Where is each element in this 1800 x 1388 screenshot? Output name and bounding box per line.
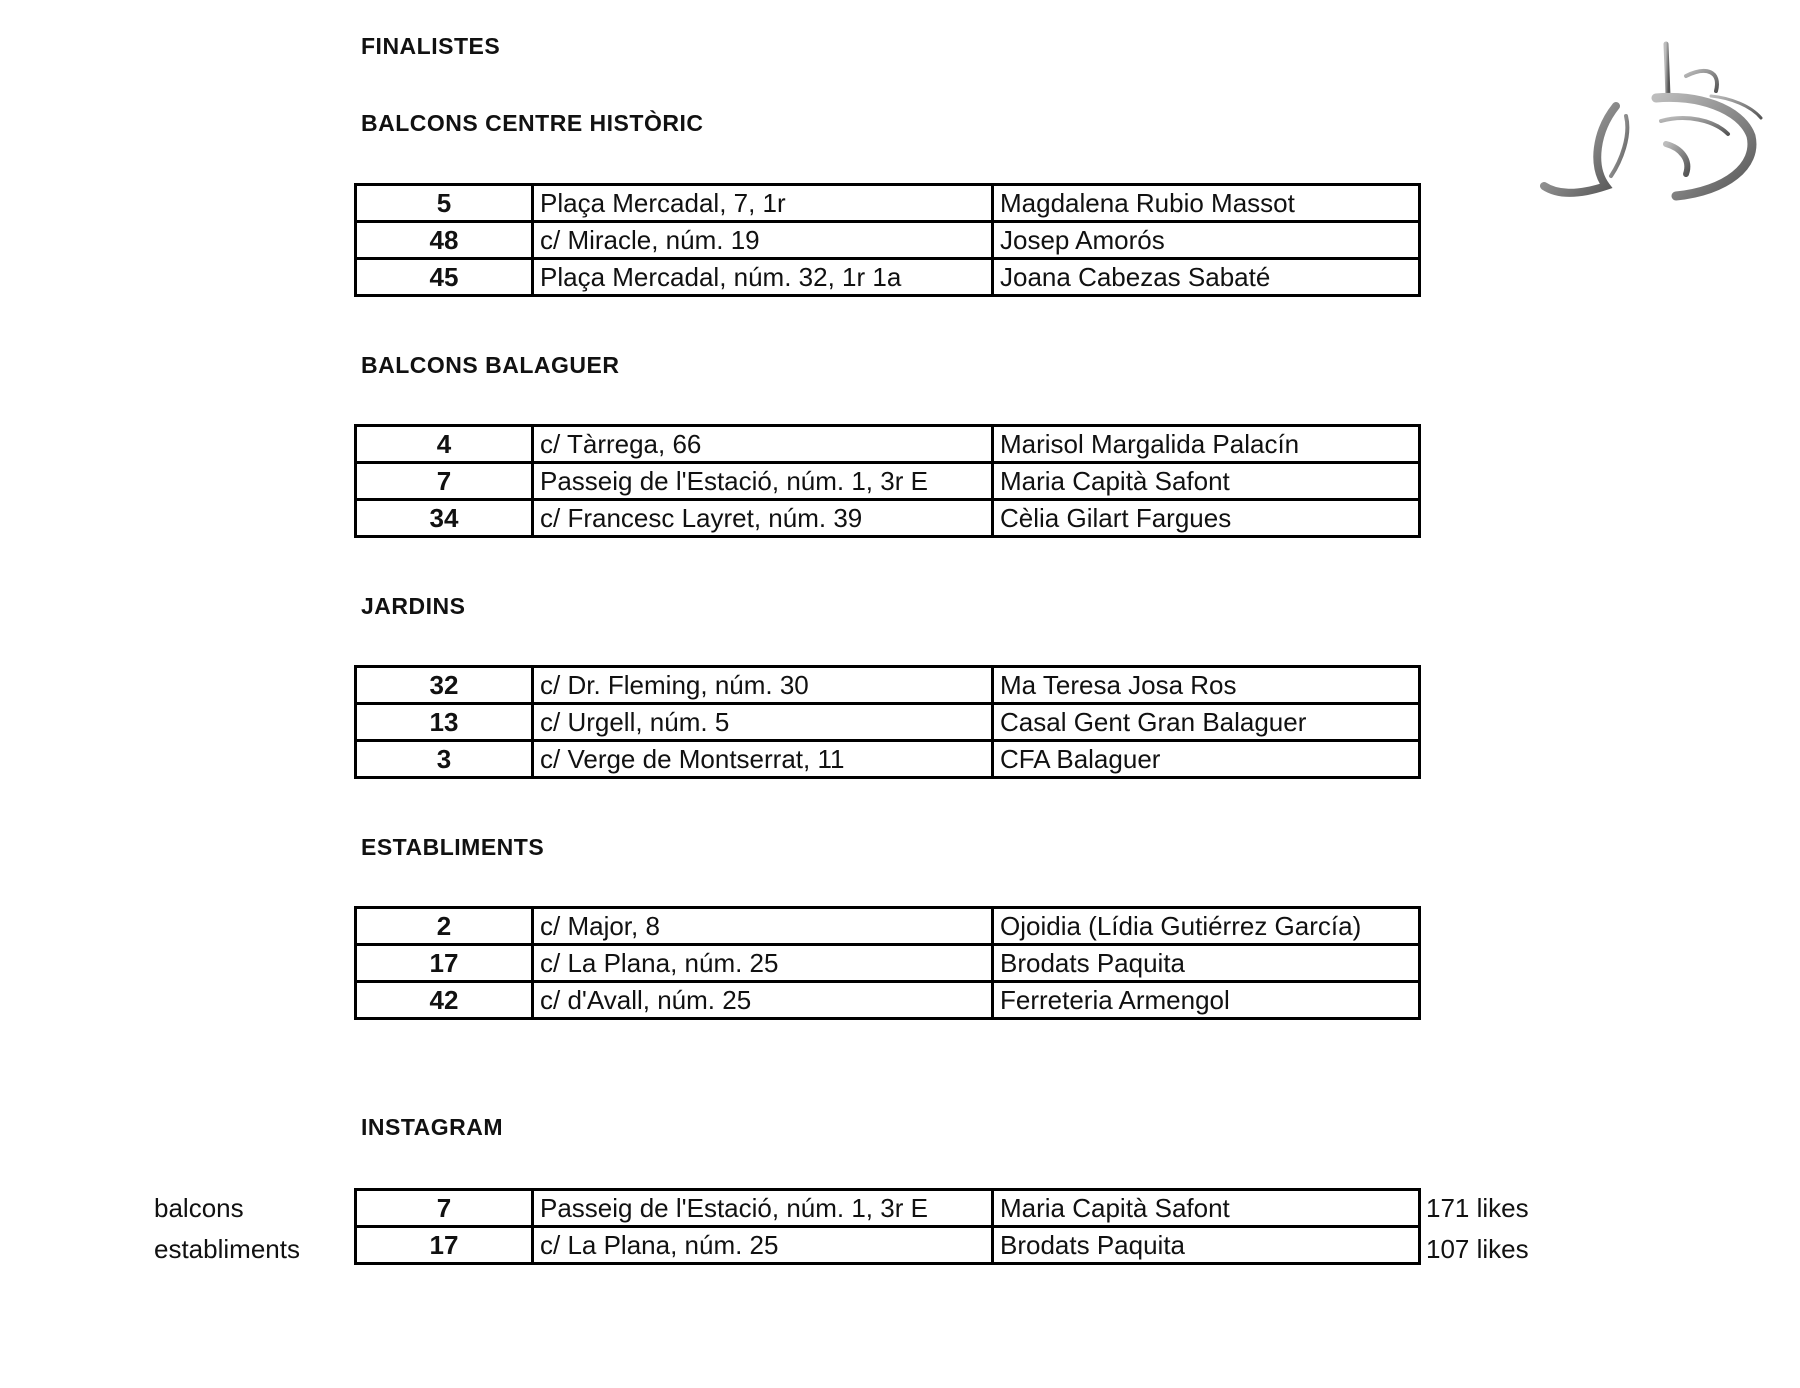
entry-address: Plaça Mercadal, núm. 32, 1r 1a <box>533 259 993 296</box>
section-title-instagram: INSTAGRAM <box>361 1114 504 1140</box>
entry-name: Casal Gent Gran Balaguer <box>993 704 1420 741</box>
entry-address: c/ Miracle, núm. 19 <box>533 222 993 259</box>
entry-number: 48 <box>356 222 533 259</box>
table-jardins <box>354 665 1421 779</box>
entry-address: c/ Francesc Layret, núm. 39 <box>533 500 993 537</box>
table-balcons-balaguer <box>354 424 1421 538</box>
entry-address: c/ Major, 8 <box>533 908 993 945</box>
table-row <box>356 463 1420 500</box>
entry-number: 5 <box>356 185 533 222</box>
entry-name: Brodats Paquita <box>993 945 1420 982</box>
section-title-establiments: ESTABLIMENTS <box>361 834 545 860</box>
table-row <box>356 704 1420 741</box>
entry-name: CFA Balaguer <box>993 741 1420 778</box>
instagram-likes: 171 likes <box>1426 1193 1529 1223</box>
entry-name: Joana Cabezas Sabaté <box>993 259 1420 296</box>
entry-name: Marisol Margalida Palacín <box>993 426 1420 463</box>
entry-address: c/ Dr. Fleming, núm. 30 <box>533 667 993 704</box>
entry-number: 34 <box>356 500 533 537</box>
entry-number: 7 <box>356 463 533 500</box>
entry-name: Josep Amorós <box>993 222 1420 259</box>
instagram-category-label: balcons <box>154 1193 244 1223</box>
table-row <box>356 908 1420 945</box>
entry-address: Plaça Mercadal, 7, 1r <box>533 185 993 222</box>
entry-number: 32 <box>356 667 533 704</box>
entry-address: Passeig de l'Estació, núm. 1, 3r E <box>533 463 993 500</box>
section-title-balcons-balaguer: BALCONS BALAGUER <box>361 352 620 378</box>
table-row <box>356 426 1420 463</box>
entry-number: 45 <box>356 259 533 296</box>
table-row <box>356 259 1420 296</box>
instagram-likes: 107 likes <box>1426 1234 1529 1264</box>
table-row <box>356 741 1420 778</box>
entry-name: Ma Teresa Josa Ros <box>993 667 1420 704</box>
entry-number: 17 <box>356 1227 533 1264</box>
table-row <box>356 945 1420 982</box>
instagram-category-label: establiments <box>154 1234 300 1264</box>
entry-address: c/ Verge de Montserrat, 11 <box>533 741 993 778</box>
table-establiments <box>354 906 1421 1020</box>
entry-address: c/ La Plana, núm. 25 <box>533 945 993 982</box>
table-row <box>356 500 1420 537</box>
section-title-balcons-centre-historic: BALCONS CENTRE HISTÒRIC <box>361 110 704 136</box>
entry-name: Magdalena Rubio Massot <box>993 185 1420 222</box>
table-instagram <box>354 1188 1421 1265</box>
logo-icon <box>1536 36 1776 206</box>
entry-address: c/ d'Avall, núm. 25 <box>533 982 993 1019</box>
table-row <box>356 667 1420 704</box>
entry-number: 13 <box>356 704 533 741</box>
entry-address: c/ La Plana, núm. 25 <box>533 1227 993 1264</box>
table-row <box>356 185 1420 222</box>
page-title: FINALISTES <box>361 33 501 59</box>
entry-address: c/ Tàrrega, 66 <box>533 426 993 463</box>
entry-number: 3 <box>356 741 533 778</box>
entry-number: 7 <box>356 1190 533 1227</box>
entry-name: Brodats Paquita <box>993 1227 1420 1264</box>
table-row <box>356 222 1420 259</box>
entry-name: Maria Capità Safont <box>993 463 1420 500</box>
entry-address: Passeig de l'Estació, núm. 1, 3r E <box>533 1190 993 1227</box>
entry-name: Ferreteria Armengol <box>993 982 1420 1019</box>
entry-name: Maria Capità Safont <box>993 1190 1420 1227</box>
section-title-jardins: JARDINS <box>361 593 466 619</box>
entry-name: Ojoidia (Lídia Gutiérrez García) <box>993 908 1420 945</box>
entry-number: 42 <box>356 982 533 1019</box>
entry-number: 17 <box>356 945 533 982</box>
entry-number: 2 <box>356 908 533 945</box>
entry-number: 4 <box>356 426 533 463</box>
entry-address: c/ Urgell, núm. 5 <box>533 704 993 741</box>
table-balcons-centre-historic <box>354 183 1421 297</box>
table-row <box>356 982 1420 1019</box>
entry-name: Cèlia Gilart Fargues <box>993 500 1420 537</box>
table-row <box>356 1190 1420 1227</box>
table-row <box>356 1227 1420 1264</box>
